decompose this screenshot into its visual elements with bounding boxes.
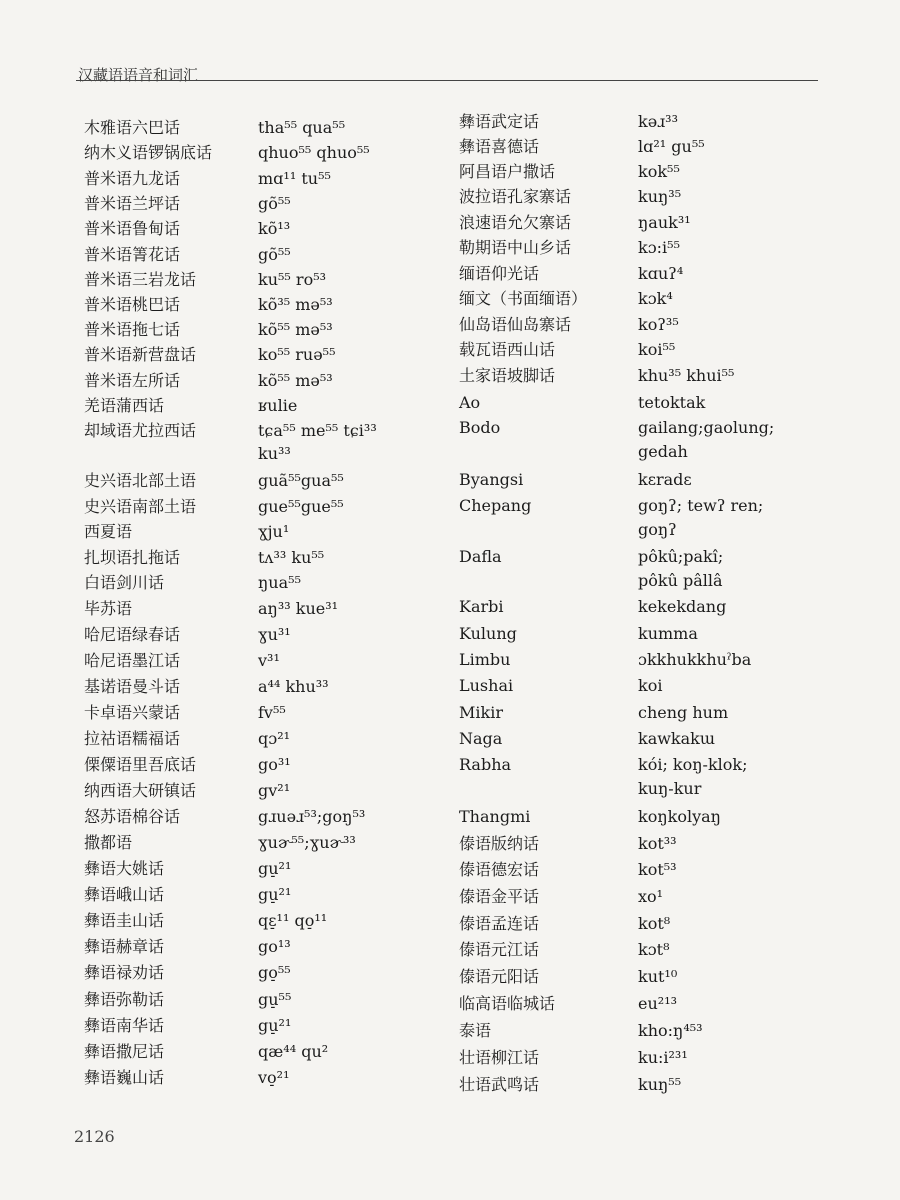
right-word-form: koŋkolyaŋ [638, 807, 721, 826]
right-language-name: Naga [459, 729, 503, 748]
left-word-form: go̠⁵⁵ [258, 963, 291, 982]
left-word-form: gõ⁵⁵ [258, 194, 291, 213]
right-language-name: 彝语喜德话 [459, 137, 540, 156]
left-language-name: 彝语圭山话 [84, 911, 165, 930]
left-word-form: a⁴⁴ khu³³ [258, 677, 329, 696]
right-word-form: khu³⁵ khui⁵⁵ [638, 366, 735, 385]
right-language-name: 傣语德宏话 [459, 860, 540, 879]
right-word-form: tetoktak [638, 393, 706, 412]
left-language-name: 彝语撒尼话 [84, 1042, 165, 1061]
right-word-form: pôkû;pakî; [638, 547, 724, 566]
left-word-form: gõ⁵⁵ [258, 245, 291, 264]
right-word-form: kɔt⁸ [638, 940, 670, 959]
left-word-form: ku⁵⁵ ro⁵³ [258, 270, 327, 289]
left-language-name: 木雅语六巴话 [84, 118, 181, 137]
right-language-name: 载瓦语西山话 [459, 340, 556, 359]
left-word-form: qɔ²¹ [258, 729, 291, 748]
left-language-name: 普米语拖七话 [84, 320, 181, 339]
left-word-form: gɹuəɹ⁵³;goŋ⁵³ [258, 807, 366, 826]
right-word-form: ŋauk³¹ [638, 213, 691, 232]
right-word-form: gedah [638, 442, 688, 461]
right-word-form: kot⁵³ [638, 860, 677, 879]
right-word-form: kəɹ³³ [638, 112, 679, 131]
right-word-form: kumma [638, 624, 698, 643]
left-language-name: 卡卓语兴蒙话 [84, 703, 181, 722]
right-word-form: kuŋ⁵⁵ [638, 1075, 682, 1094]
left-language-name: 纳木义语锣锅底话 [84, 143, 213, 162]
left-language-name: 怒苏语棉谷话 [84, 807, 181, 826]
left-word-form: kõ⁵⁵ mə⁵³ [258, 371, 333, 390]
right-language-name: 阿昌语户撒话 [459, 162, 556, 181]
left-language-name: 毕苏语 [84, 599, 133, 618]
left-word-form: tha⁵⁵ qua⁵⁵ [258, 118, 346, 137]
left-word-form: ɣju¹ [258, 522, 290, 541]
right-language-name: Ao [459, 393, 481, 412]
right-word-form: kot³³ [638, 834, 677, 853]
left-word-form: tʌ³³ ku⁵⁵ [258, 548, 325, 567]
right-language-name: Rabha [459, 755, 512, 774]
right-word-form: cheng hum [638, 703, 729, 722]
right-word-form: eu²¹³ [638, 994, 678, 1013]
left-language-name: 彝语弥勒话 [84, 990, 165, 1009]
right-language-name: 临高语临城话 [459, 994, 556, 1013]
right-language-name: 浪速语允欠寨话 [459, 213, 572, 232]
left-word-form: go¹³ [258, 937, 291, 956]
left-language-name: 普米语三岩龙话 [84, 270, 197, 289]
right-language-name: 壮语柳江话 [459, 1048, 540, 1067]
right-language-name: Limbu [459, 650, 511, 669]
right-language-name: 彝语武定话 [459, 112, 540, 131]
right-word-form: koi⁵⁵ [638, 340, 676, 359]
left-language-name: 普米语桃巴话 [84, 295, 181, 314]
right-word-form: kut¹⁰ [638, 967, 678, 986]
left-language-name: 普米语左所话 [84, 371, 181, 390]
right-word-form: kuŋ-kur [638, 779, 702, 798]
right-word-form: kɑuʔ⁴ [638, 264, 684, 283]
right-language-name: 波拉语孔家寨话 [459, 187, 572, 206]
left-language-name: 却域语尤拉西话 [84, 421, 197, 440]
left-word-form: ɣu³¹ [258, 625, 291, 644]
left-language-name: 普米语新营盘话 [84, 345, 197, 364]
page-number: 2126 [74, 1127, 115, 1146]
left-language-name: 纳西语大研镇话 [84, 781, 197, 800]
right-language-name: Byangsi [459, 470, 524, 489]
right-word-form: kuŋ³⁵ [638, 187, 682, 206]
left-language-name: 哈尼语墨江话 [84, 651, 181, 670]
left-word-form: tɕa⁵⁵ me⁵⁵ tɕi³³ [258, 421, 377, 440]
right-language-name: 仙岛语仙岛寨话 [459, 315, 572, 334]
right-language-name: 缅语仰光话 [459, 264, 540, 283]
right-word-form: kɔ:i⁵⁵ [638, 238, 680, 257]
right-word-form: xo¹ [638, 887, 664, 906]
left-language-name: 普米语箐花话 [84, 245, 181, 264]
left-word-form: qhuo⁵⁵ qhuo⁵⁵ [258, 143, 370, 162]
right-language-name: 傣语金平话 [459, 887, 540, 906]
left-word-form: qɛ̠¹¹ qo̠¹¹ [258, 911, 328, 930]
right-word-form: kok⁵⁵ [638, 162, 680, 181]
right-language-name: 泰语 [459, 1021, 492, 1040]
right-word-form: koʔ³⁵ [638, 315, 679, 334]
left-word-form: kõ¹³ [258, 219, 291, 238]
left-word-form: fv⁵⁵ [258, 703, 286, 722]
left-word-form: ŋua⁵⁵ [258, 573, 301, 592]
left-language-name: 羌语蒲西话 [84, 396, 165, 415]
right-language-name: 傣语版纳话 [459, 834, 540, 853]
right-language-name: Bodo [459, 418, 501, 437]
left-word-form: gu̠⁵⁵ [258, 990, 292, 1009]
left-word-form: v³¹ [258, 651, 280, 670]
right-word-form: kawkakɯ [638, 729, 716, 748]
left-language-name: 傈僳语里吾底话 [84, 755, 197, 774]
left-word-form: ku³³ [258, 444, 291, 463]
left-word-form: go³¹ [258, 755, 291, 774]
left-language-name: 西夏语 [84, 522, 133, 541]
left-language-name: 史兴语南部土语 [84, 497, 197, 516]
left-language-name: 普米语兰坪话 [84, 194, 181, 213]
left-word-form: ɣuɚ⁵⁵;ɣuɚ³³ [258, 833, 356, 852]
left-language-name: 普米语九龙话 [84, 169, 181, 188]
left-language-name: 彝语大姚话 [84, 859, 165, 878]
right-word-form: gailang;gaolung; [638, 418, 775, 437]
left-language-name: 彝语南华话 [84, 1016, 165, 1035]
left-word-form: gu̠²¹ [258, 885, 292, 904]
left-word-form: gv²¹ [258, 781, 291, 800]
right-word-form: kɔk⁴ [638, 289, 673, 308]
right-word-form: goŋʔ [638, 520, 677, 539]
right-language-name: 傣语元江话 [459, 940, 540, 959]
right-word-form: ɔkkhukkhuˀba [638, 650, 752, 669]
right-word-form: kɛradɛ [638, 470, 692, 489]
right-language-name: 傣语孟连话 [459, 914, 540, 933]
right-word-form: ku:i²³¹ [638, 1048, 688, 1067]
right-language-name: Thangmi [459, 807, 531, 826]
right-word-form: kot⁸ [638, 914, 671, 933]
right-word-form: kekekdang [638, 597, 727, 616]
left-language-name: 白语剑川话 [84, 573, 165, 592]
right-language-name: 勒期语中山乡话 [459, 238, 572, 257]
left-word-form: aŋ³³ kue³¹ [258, 599, 339, 618]
right-language-name: Mikir [459, 703, 503, 722]
left-word-form: kõ⁵⁵ mə⁵³ [258, 320, 333, 339]
right-word-form: goŋʔ; tewʔ ren; [638, 496, 764, 515]
left-language-name: 史兴语北部土语 [84, 471, 197, 490]
right-word-form: kho:ŋ⁴⁵³ [638, 1021, 703, 1040]
right-word-form: kói; koŋ-klok; [638, 755, 748, 774]
right-language-name: 傣语元阳话 [459, 967, 540, 986]
right-language-name: 壮语武鸣话 [459, 1075, 540, 1094]
right-word-form: koi [638, 676, 663, 695]
left-word-form: kõ³⁵ mə⁵³ [258, 295, 333, 314]
left-word-form: guã⁵⁵gua⁵⁵ [258, 471, 344, 490]
right-word-form: lɑ²¹ gu⁵⁵ [638, 137, 705, 156]
left-word-form: ʁulie [258, 396, 298, 415]
left-language-name: 扎坝语扎拖话 [84, 548, 181, 567]
left-language-name: 普米语鲁甸话 [84, 219, 181, 238]
right-language-name: Karbi [459, 597, 504, 616]
right-language-name: 缅文（书面缅语） [459, 289, 588, 308]
left-word-form: gue⁵⁵gue⁵⁵ [258, 497, 344, 516]
left-language-name: 彝语赫章话 [84, 937, 165, 956]
header-rule [76, 80, 818, 81]
left-word-form: gu̠²¹ [258, 1016, 292, 1035]
right-word-form: pôkû pâllâ [638, 571, 723, 590]
left-word-form: ko⁵⁵ ruə⁵⁵ [258, 345, 336, 364]
right-language-name: Dafla [459, 547, 502, 566]
left-language-name: 彝语巍山话 [84, 1068, 165, 1087]
left-language-name: 撒都语 [84, 833, 133, 852]
right-language-name: Kulung [459, 624, 517, 643]
left-word-form: qæ⁴⁴ qu² [258, 1042, 329, 1061]
right-language-name: Lushai [459, 676, 514, 695]
left-language-name: 拉祜语糯福话 [84, 729, 181, 748]
right-language-name: Chepang [459, 496, 532, 515]
left-word-form: vo̠²¹ [258, 1068, 290, 1087]
left-language-name: 哈尼语绿春话 [84, 625, 181, 644]
left-word-form: gu̠²¹ [258, 859, 292, 878]
left-language-name: 彝语禄劝话 [84, 963, 165, 982]
left-language-name: 基诺语曼斗话 [84, 677, 181, 696]
running-header: 汉藏语语音和词汇 [78, 66, 199, 84]
left-language-name: 彝语峨山话 [84, 885, 165, 904]
left-word-form: mɑ¹¹ tu⁵⁵ [258, 169, 331, 188]
right-language-name: 土家语坡脚话 [459, 366, 556, 385]
